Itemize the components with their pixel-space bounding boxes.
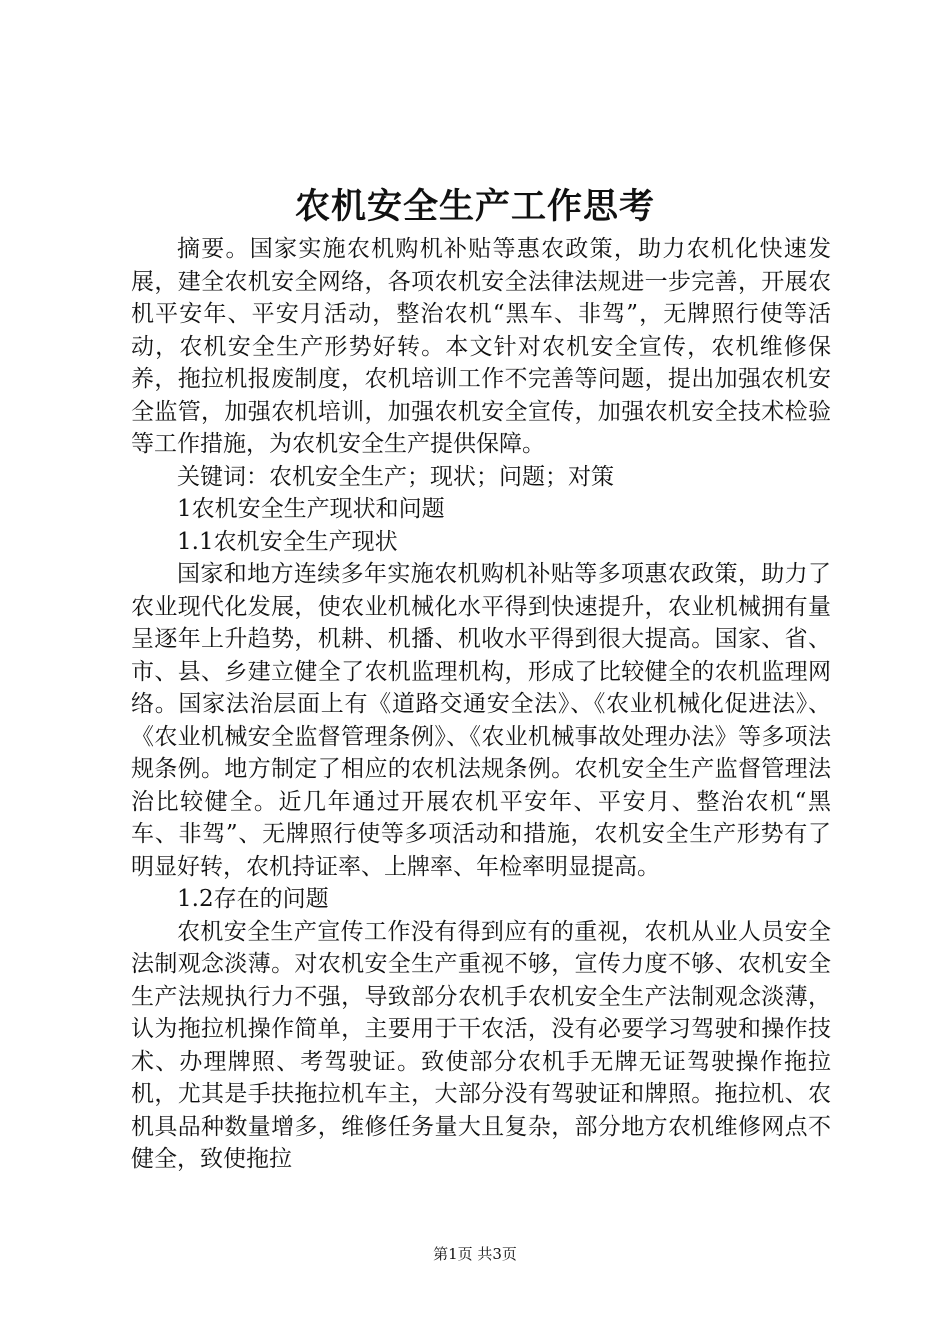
page-number-footer: 第1页 共3页 — [433, 1245, 517, 1263]
document-body — [131, 233, 831, 1176]
subsection-heading: 1.2存在的问题 — [177, 886, 329, 912]
keywords-paragraph: 关键词：农机安全生产；现状；问题；对策 — [177, 463, 614, 490]
subsection-heading: 1.1农机安全生产现状 — [177, 528, 398, 555]
body-paragraph: 农机安全生产宣传工作没有得到应有的重视，农机从业人员安全法制观念淡薄。对农机安全生产重视不够，宣传力度不够、农机安全生产法规执行力不强，导致部分农机手农机安全生产法制观念淡薄，认为拖拉机操作简单，主要用于干农活，没有必要学习驾驶和操作技术、办理牌照、考驾驶证。致使部分农机手无牌无证驾驶操作拖拉机，尤其是手扶拖拉机车主，大部分没有驾驶证和牌照。拖拉机、农机具品种数量增多，维修任务量大且复杂，部分地方农机维修网点不健全，致使拖拉 — [131, 918, 831, 1172]
section-heading: 1农机安全生产现状和问题 — [177, 496, 445, 522]
body-paragraph: 国家和地方连续多年实施农机购机补贴等多项惠农政策，助力了农业现代化发展，使农业机械化水平得到快速提升，农业机械拥有量呈逐年上升趋势，机耕、机播、机收水平得到很大提高。国家、省、市、县、乡建立健全了农机监理机构，形成了比较健全的农机监理网络。国家法治层面上有《道路交通安全法》、《农业机械化促进法》、《农业机械安全监督管理条例》、《农业机械事故处理办法》等多项法规条例。地方制定了相应的农机法规条例。农机安全生产监督管理法治比较健全。近几年通过开展农机平安年、平安月、整治农机“黑车、非驾”、无牌照行使等多项活动和措施，农机安全生产形势有了明显好转，农机持证率、上牌率、年检率明显提高。 — [131, 561, 831, 880]
abstract-paragraph: 摘要。国家实施农机购机补贴等惠农政策，助力农机化快速发展，建全农机安全网络，各项农机安全法律法规进一步完善，开展农机平安年、平安月活动，整治农机“黑车、非驾”，无牌照行使等活动，农机安全生产形势好转。本文针对农机安全宣传，农机维修保养，拖拉机报废制度，农机培训工作不完善等问题，提出加强农机安全监管，加强农机培训，加强农机安全宣传，加强农机安全技术检验等工作措施，为农机安全生产提供保障。 — [131, 236, 831, 457]
document-title: 农机安全生产工作思考 — [294, 187, 655, 227]
